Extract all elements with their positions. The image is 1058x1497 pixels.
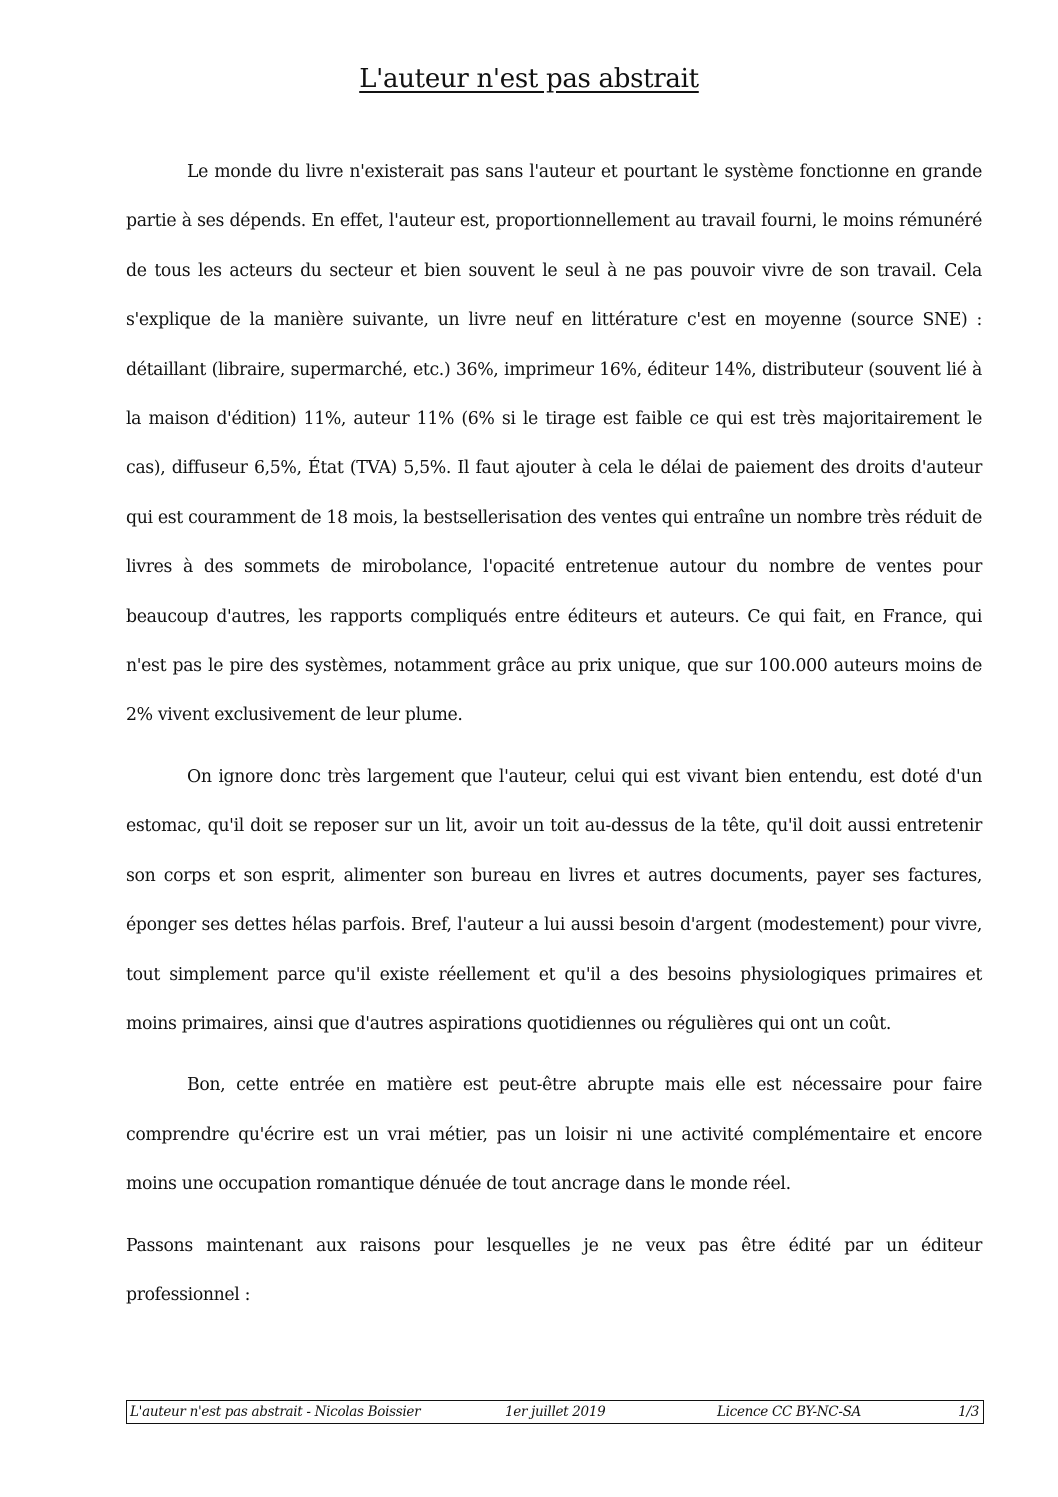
footer-title-author: L'auteur n'est pas abstrait - Nicolas Boissier [130,1404,421,1420]
paragraph-4: Passons maintenant aux raisons pour lesquelles je ne veux pas être édité par un éditeur professionnel : [126,1235,982,1305]
paragraph-2: On ignore donc très largement que l'auteur, celui qui est vivant bien entendu, est doté d'un estomac, qu'il doit se reposer sur un lit, avoir un toit au-dessus de la tête, qu'il doit aussi entretenir son corps et son esprit, alimenter son bureau en livres et autres documents, payer ses factures, éponger ses dettes hélas parfois. Bref, l'auteur a lui aussi besoin d'argent (modestement) pour vivre, tout simplement parce qu'il existe réellement et qu'il a des besoins physiologiques primaires et moins primaires, ainsi que d'autres aspirations quotidiennes ou régulières qui ont un coût. [126,766,982,1034]
footer-page-number: 1/3 [958,1404,979,1420]
page-footer [126,1400,984,1424]
footer-date: 1er juillet 2019 [505,1404,606,1420]
footer-license: Licence CC BY-NC-SA [717,1404,861,1420]
page-title: L'auteur n'est pas abstrait [359,64,699,94]
paragraph-1: Le monde du livre n'existerait pas sans l'auteur et pourtant le système fonctionne en grande partie à ses dépends. En effet, l'auteur est, proportionnellement au travail fourni, le moins rémunéré de tous les acteurs du secteur et bien souvent le seul à ne pas pouvoir vivre de son travail. Cela s'explique de la manière suivante, un livre neuf en littérature c'est en moyenne (source SNE) : détaillant (libraire, supermarché, etc.) 36%, imprimeur 16%, éditeur 14%, distributeur (souvent lié à la maison d'édition) 11%, auteur 11% (6% si le tirage est faible ce qui est très majoritairement le cas), diffuseur 6,5%, État (TVA) 5,5%. Il faut ajouter à cela le délai de paiement des droits d'auteur qui est couramment de 18 mois, la bestsellerisation des ventes qui entraîne un nombre très réduit de livres à des sommets de mirobolance, l'opacité entretenue autour du nombre de ventes pour beaucoup d'autres, les rapports compliqués entre éditeurs et auteurs. Ce qui fait, en France, qui n'est pas le pire des systèmes, notamment grâce au prix unique, que sur 100.000 auteurs moins de 2% vivent exclusivement de leur plume. [126,162,982,726]
document-body [126,148,982,1332]
paragraph-3: Bon, cette entrée en matière est peut-être abrupte mais elle est nécessaire pour faire comprendre qu'écrire est un vrai métier, pas un loisir ni une activité complémentaire et encore moins une occupation romantique dénuée de tout ancrage dans le monde réel. [126,1075,982,1195]
